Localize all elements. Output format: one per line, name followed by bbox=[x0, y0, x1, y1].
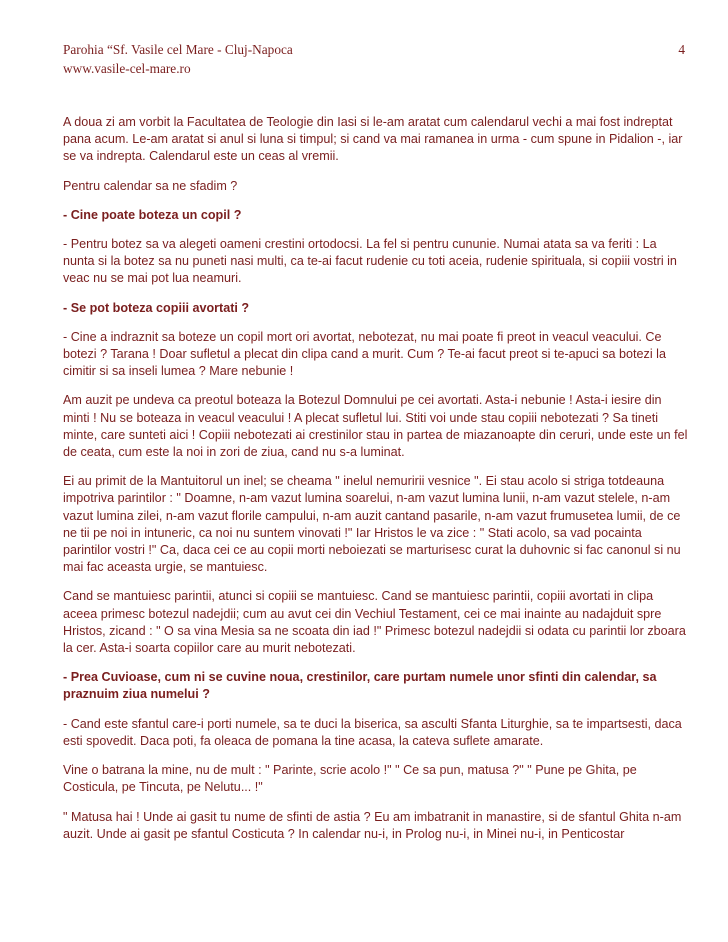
paragraph: Cand se mantuiesc parintii, atunci si copiii se mantuiesc. Cand se mantuiesc parintii, copiii avortati in clipa aceea primesc botezul nadejdii; cum au avut cei din Vechiul Testament, cei ce mai inainte au nadajduit spre Hristos, zicand : " O sa vina Mesia sa ne scoata din iad !" Primesc botezul nadejdii si odata cu parintii lor zboara la cer. Asta-i soarta copiilor care au murit nebotezati. bbox=[63, 589, 686, 656]
paragraph: Ei au primit de la Mantuitorul un inel; se cheama " inelul nemuririi vesnice ". Ei stau acolo si striga totdeauna impotriva parintilor : " Doamne, n-am vazut lumina soarelui, n-am vazut lumina lunii, n-am vazut stelele, n-am vazut lumina zilei, n-am vazut florile campului, n-am auzit cantand pasarile, n-am vazut frumusetea lumii, de ce ne tii pe noi in intuneric, ca noi nu suntem vinovati !" Iar Hristos le va zice : " Stati acolo, sa vad pocainta parintilor vostri !" Ca, daca cei ce au copii morti neboiezati se marturisesc curat la duhovnic si fac canonul si nu mai fac aceasta urgie, se mantuiesc. bbox=[63, 474, 681, 575]
paragraph: - Cand este sfantul care-i porti numele, sa te duci la biserica, sa asculti Sfanta Liturghie, sa te impartsesti, daca esti spovedit. Daca poti, fa oleaca de pomana la tine acasa, la cateva suflete amarate. bbox=[63, 716, 682, 748]
paragraph: - Cine a indraznit sa boteze un copil mort ori avortat, nebotezat, nu mai poate fi preot in veacul veacului. Ce botezi ? Tarana ! Doar sufletul a plecat din clipa cand a murit. Cum ? Te-ai facut preot si te-apuci sa botezi la cimitir si sa inseli lumea ? Mare nebunie ! bbox=[63, 329, 666, 379]
paragraph: Vine o batrana la mine, nu de mult : " Parinte, scrie acolo !" " Ce sa pun, matusa ?" " Pune pe Ghita, pe Costicula, pe Tincuta, pe Nelutu... !" bbox=[63, 763, 637, 795]
paragraph: Am auzit pe undeva ca preotul boteaza la Botezul Domnului pe cei avortati. Asta-i nebunie ! Asta-i iesire din minti ! Nu se boteaza in veacul veacului ! A plecat sufletul lui. Stiti voi unde stau copiii nebotezati ? Sa tineti minte, care sunteti aici ! Copiii nebotezati ai crestinilor stau in partea de miazanoapte din ceruri, unde este un fel de ceata, cum este la noi in zori de ziua, cand nu s-a luminat. bbox=[63, 393, 688, 460]
page-number: 4 bbox=[678, 42, 685, 57]
question-heading: - Cine poate boteza un copil ? bbox=[63, 207, 242, 222]
document-body bbox=[63, 114, 689, 855]
paragraph: - Pentru botez sa va alegeti oameni crestini ortodocsi. La fel si pentru cununie. Numai atata sa va feriti : La nunta si la botez sa nu puneti nasi multi, ca te-ai facut rudenie cu toti aceia, rudenie spirituala, si copiii vostri in veac nu se mai pot lua neamuri. bbox=[63, 237, 677, 286]
paragraph: Pentru calendar sa ne sfadim ? bbox=[63, 178, 238, 193]
question-heading: - Prea Cuvioase, cum ni se cuvine noua, crestinilor, care purtam numele unor sfinti din calendar, sa praznuim ziua numelui ? bbox=[63, 670, 657, 702]
paragraph: A doua zi am vorbit la Facultatea de Teologie din Iasi si le-am aratat cum calendarul vechi a mai fost indreptat pana acum. Le-am aratat si anul si luna si timpul; si cand va mai ramanea in urma - cum spune in Pidalion -, iar se va indrepta. Calendarul este un ceas al vremii. bbox=[63, 115, 683, 164]
website-link[interactable]: www.vasile-cel-mare.ro bbox=[63, 61, 191, 76]
page-header bbox=[63, 40, 685, 78]
question-heading: - Se pot boteza copiii avortati ? bbox=[63, 300, 250, 315]
paragraph: " Matusa hai ! Unde ai gasit tu nume de sfinti de astia ? Eu am imbatranit in manastire, si de sfantul Ghita n-am auzit. Unde ai gasit pe sfantul Costicuta ? In calendar nu-i, in Prolog nu-i, in Minei nu-i, in Penticostar bbox=[63, 809, 682, 841]
parish-name: Parohia “Sf. Vasile cel Mare - Cluj-Napoca bbox=[63, 42, 293, 57]
